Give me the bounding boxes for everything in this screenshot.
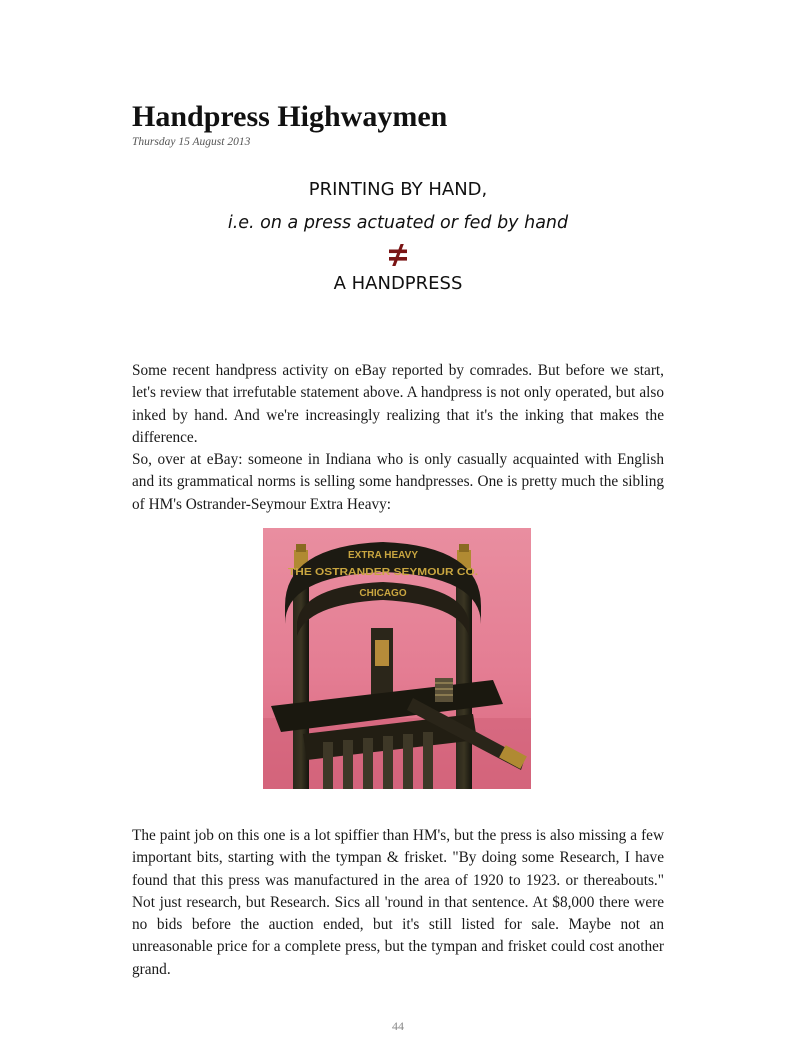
- post-title: Handpress Highwaymen: [132, 100, 448, 133]
- statement-line-3: A HANDPRESS: [333, 273, 463, 294]
- arch-line-3: CHICAGO: [359, 588, 407, 599]
- statement-line-1: PRINTING BY HAND,: [308, 179, 488, 200]
- page-number: 44: [392, 1019, 404, 1033]
- post-date: Thursday 15 August 2013: [132, 136, 251, 148]
- centered-statement: [132, 178, 664, 296]
- document-page: [132, 0, 664, 1063]
- paragraph-ebay: So, over at eBay: someone in Indiana who is only casually acquainted with English and its grammatical norms is selling some handpresses. One is pretty much the sibling of HM's Ostrander-Seymour Extra Heavy:: [132, 451, 664, 513]
- not-equal-icon: [387, 242, 409, 268]
- paragraph-intro: Some recent handpress activity on eBay reported by comrades. But before we start, let's review that irrefutable statement above. A handpress is not only operated, but also inked by hand. And we're increasingly realizing that it's the inking that makes the difference.: [132, 362, 664, 446]
- arch-line-1: EXTRA HEAVY: [347, 550, 419, 561]
- statement-line-2: i.e. on a press actuated or fed by hand: [227, 213, 569, 233]
- handpress-photo: [263, 528, 531, 789]
- paragraph-price: The paint job on this one is a lot spiffier than HM's, but the press is also missing a few important bits, starting with the tympan & frisket. "By doing some Research, I have found that this press was manufactured in the area of 1920 to 1923. or thereabouts." Not just research, but Research. Sics all 'round in that sentence. At $8,000 there were no bids before the auction ended, but it's still listed for sale. Maybe not an unreasonable price for a complete press, but the tympan and frisket could cost another grand.: [132, 827, 664, 978]
- handpress-illustration: [263, 528, 531, 789]
- arch-line-2: THE OSTRANDER SEYMOUR CO.: [288, 566, 479, 578]
